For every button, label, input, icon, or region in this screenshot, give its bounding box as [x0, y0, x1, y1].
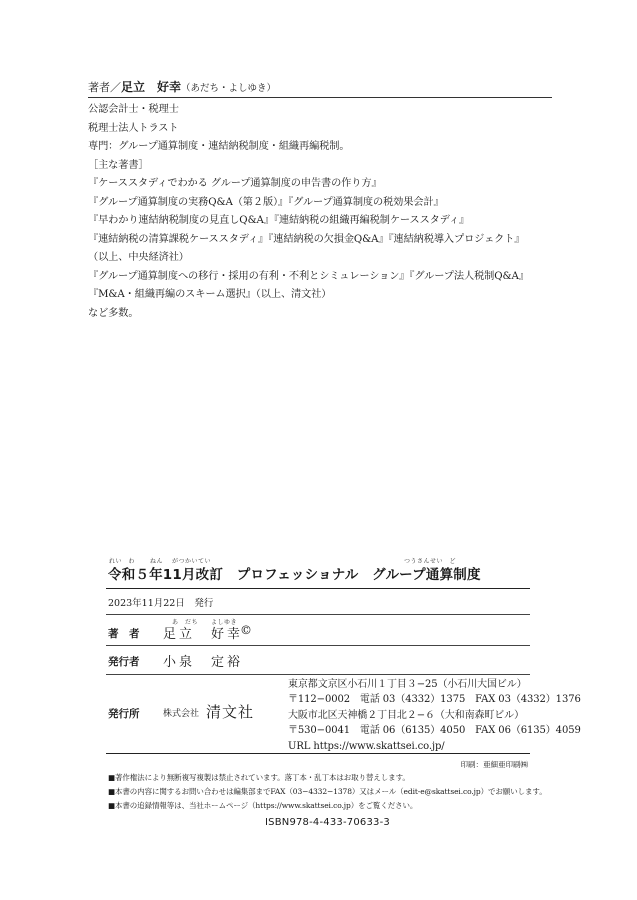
title-ruby-kaitei: がつかいてい: [172, 558, 212, 565]
publisher-address-block: [288, 677, 581, 754]
bio-line: など多数。: [88, 308, 139, 320]
divider: [106, 674, 530, 675]
notice-line: ■本書の内容に関するお問い合わせは編集部までFAX（03−4332−1378）又はメール（edit-e@skattsei.co.jp）でお願いします。: [108, 787, 547, 796]
book-title: 令和５年11月改訂 プロフェッショナル グループ通算制度: [108, 567, 481, 583]
publisher-person-name: 小泉 定裕: [163, 655, 244, 670]
author-ruby-family: あ だち: [172, 619, 199, 626]
isbn: ISBN978-4-433-70633-3: [265, 817, 390, 828]
author-heading-name: 足立 好幸: [121, 80, 182, 94]
publisher-url: URL https://www.skattsei.co.jp/: [288, 740, 445, 752]
author-heading-reading: （あだち・よしゆき）: [181, 83, 277, 94]
publisher-person-label: 発行者: [108, 656, 140, 668]
author-label: 著 者: [108, 628, 140, 640]
publisher-corp-prefix: 株式会社: [163, 709, 200, 719]
bio-line: 『グループ通算制度への移行・採用の有利・不利とシミュレーション』『グループ法人税制Q&A』: [88, 270, 529, 282]
address-line: 東京都文京区小石川１丁目３−25（小石川大国ビル）: [288, 679, 527, 690]
bio-line: 『早わかり連結納税制度の見直しQ&A』『連結納税の組織再編税制ケーススタディ』: [88, 215, 470, 227]
bio-line: 『連結納税の清算課税ケーススタディ』『連結納税の欠損金Q&A』『連結納税導入プロジェクト』: [88, 233, 525, 245]
author-name: 足立 好幸: [163, 627, 244, 642]
address-line: 〒112−0002 電話 03（4332）1375 FAX 03（4332）1376: [288, 694, 581, 706]
address-line: 〒530−0041 電話 06（6135）4050 FAX 06（6135）4059: [288, 725, 581, 737]
bio-line: 専門：グループ通算制度・連結納税制度・組織再編税制。: [88, 141, 350, 153]
title-ruby-nen: ねん: [150, 558, 164, 565]
title-ruby-tsusan: つうさんせい ど: [404, 558, 457, 565]
publication-date: 2023年11月22日 発行: [108, 598, 214, 609]
bio-line: 公認会計士・税理士: [88, 104, 179, 115]
bio-line: 税理士法人トラスト: [88, 122, 179, 134]
bio-line: （以上、中央経済社）: [88, 252, 189, 264]
publisher-label: 発行所: [108, 708, 140, 720]
printer-credit: 印刷：亜細亜印刷㈱: [460, 760, 528, 769]
author-bio: [88, 101, 558, 324]
notices: [108, 771, 547, 813]
notice-line: ■著作権法により無断複写複製は禁止されています。落丁本・乱丁本はお取り替えします。: [108, 773, 410, 782]
author-heading: [88, 79, 552, 95]
notice-line: ■本書の追録情報等は、当社ホームページ（https://www.skattsei.co.jp）をご覧ください。: [108, 801, 418, 810]
bio-line: 『ケーススタディでわかる グループ通算制度の申告書の作り方』: [88, 178, 382, 190]
author-heading-label: 著者／: [88, 81, 121, 94]
divider: [106, 614, 530, 615]
title-rule: [106, 588, 530, 589]
copyright-mark: ©: [240, 623, 252, 637]
bio-line: 『M&A・組織再編のスキーム選択』（以上、清文社）: [88, 289, 332, 301]
divider: [106, 645, 530, 646]
title-ruby-reiwa: れい わ: [109, 558, 136, 565]
publisher-name: 清文社: [206, 703, 255, 721]
author-ruby-given: よしゆき: [211, 619, 238, 626]
colophon-bottom-rule: [106, 753, 530, 754]
author-heading-rule: [88, 97, 552, 98]
bio-line: 『グループ通算制度の実務Q&A（第２版）』『グループ通算制度の税効果会計』: [88, 196, 444, 208]
bio-line: ［主な著書］: [88, 159, 149, 171]
address-line: 大阪市北区天神橋２丁目北２−６（大和南森町ビル）: [288, 709, 524, 721]
